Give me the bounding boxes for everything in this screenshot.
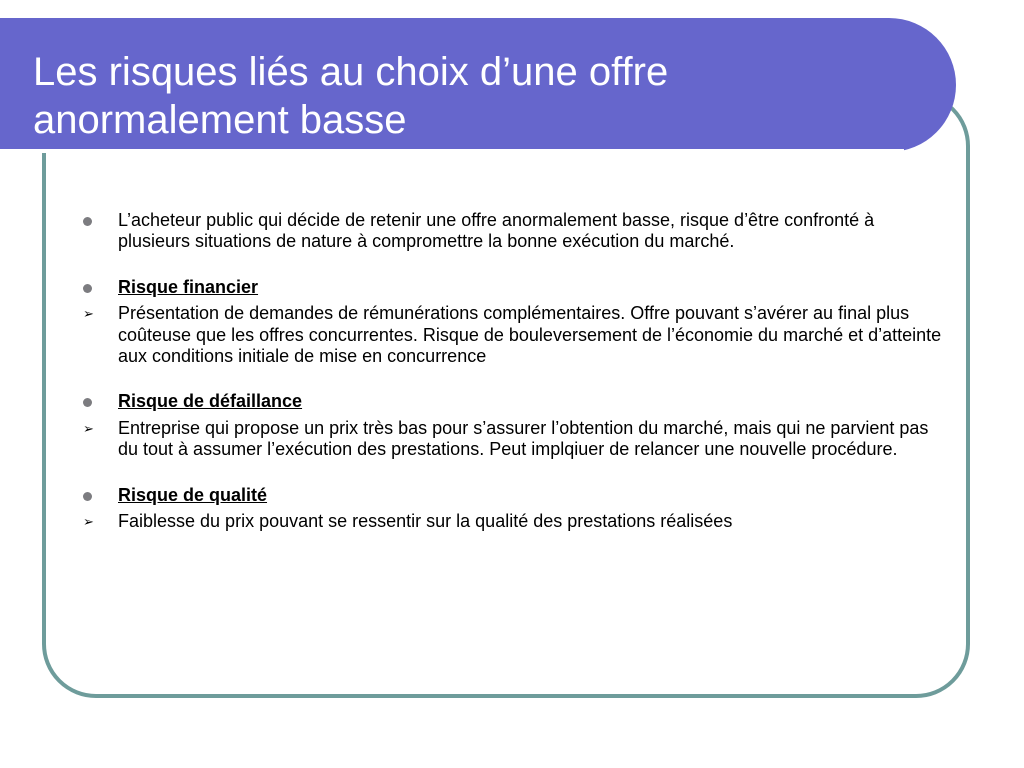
round-bullet-icon (83, 398, 92, 407)
section-heading-defaillance: Risque de défaillance (118, 391, 303, 412)
arrow-bullet-icon: ➢ (83, 306, 94, 322)
section-detail-qualite: Faiblesse du prix pouvant se ressentir sur la qualité des prestations réalisées (118, 511, 733, 532)
round-bullet-icon (83, 492, 92, 501)
section-heading-qualite: Risque de qualité (118, 484, 268, 505)
arrow-bullet-icon: ➢ (83, 420, 94, 436)
section-heading-item (76, 391, 948, 412)
section-detail-item (76, 303, 948, 367)
section-heading-item (76, 277, 948, 298)
intro-item (76, 210, 948, 253)
title-band (0, 18, 956, 152)
section-detail-item (76, 418, 948, 461)
section-detail-defaillance: Entreprise qui propose un prix très bas pour s’assurer l’obtention du marché, mais qui ne parvient pas du tout à assumer l’exécution des prestations. Peut implqiuer de relancer une nouvelle procédure. (118, 417, 929, 460)
section-detail-item (76, 511, 948, 532)
title-underline-rule (0, 149, 904, 153)
round-bullet-icon (83, 284, 92, 293)
intro-text: L’acheteur public qui décide de retenir une offre anormalement basse, risque d’être confronté à plusieurs situations de nature à compromettre la bonne exécution du marché. (118, 210, 875, 252)
arrow-bullet-icon: ➢ (83, 514, 94, 530)
slide-title: Les risques liés au choix d’une offre anormalement basse (33, 50, 669, 142)
round-bullet-icon (83, 217, 92, 226)
slide-content (76, 210, 948, 532)
section-detail-financier: Présentation de demandes de rémunérations complémentaires. Offre pouvant s’avérer au final plus coûteuse que les offres concurrentes. Risque de bouleversement de l’économie du marché et d’atteinte aux conditions initiale de mise en concurrence (118, 303, 942, 367)
section-heading-item (76, 485, 948, 506)
section-heading-financier: Risque financier (118, 276, 259, 297)
